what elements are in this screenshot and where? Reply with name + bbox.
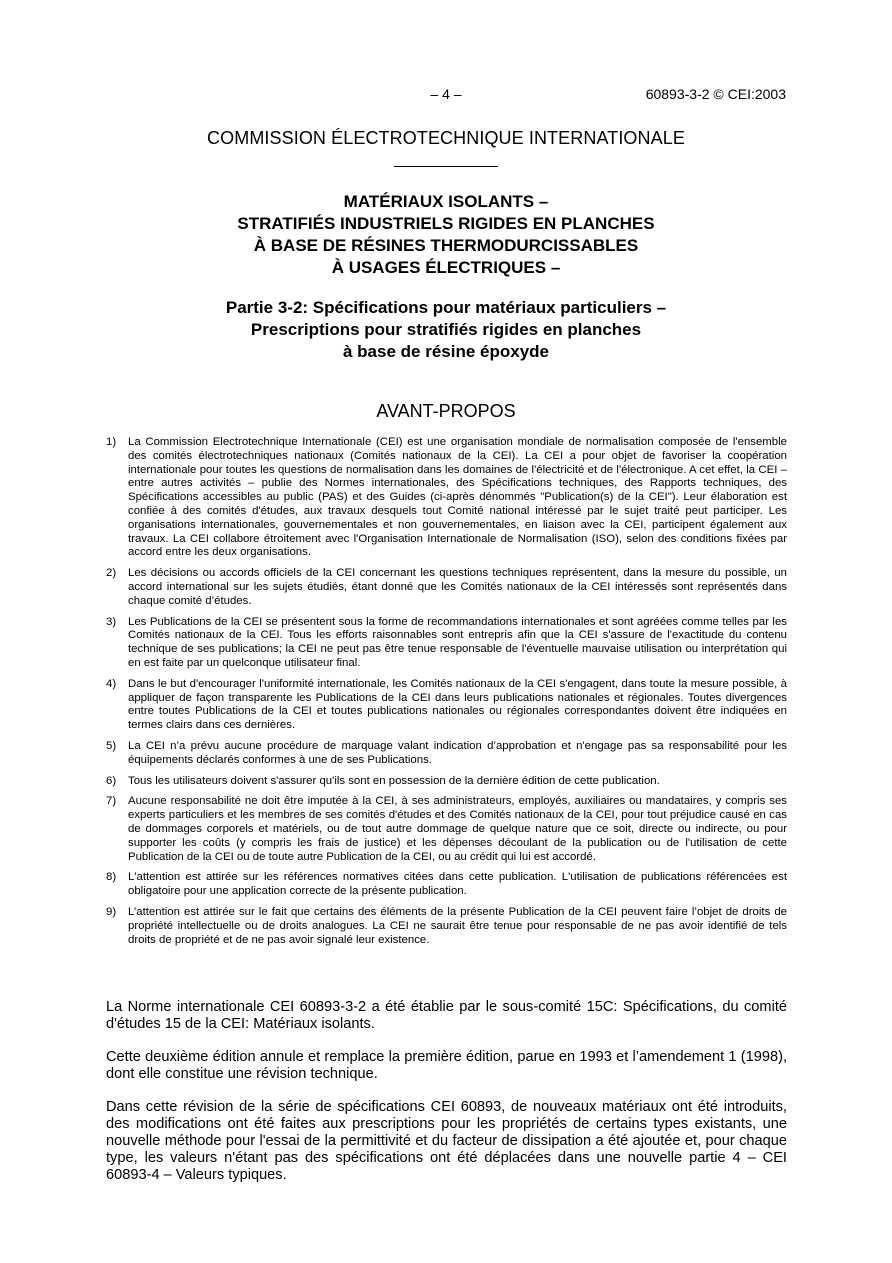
page-number: – 4 – <box>430 86 462 102</box>
title-line: STRATIFIÉS INDUSTRIELS RIGIDES EN PLANCHES <box>237 214 655 233</box>
body-paragraph: Cette deuxième édition annule et remplace la première édition, parue en 1993 et l’amendement 1 (1998), dont elle constitue une révision technique. <box>106 1049 787 1082</box>
note-text: Les Publications de la CEI se présentent sous la forme de recommandations internationales et sont agréées comme telles par les Comités nationaux de la CEI. Tous les efforts raisonnables sont entrepris afin que la CEI s'assure de l'exactitude du contenu technique de ses publications; la CEI ne peut pas être tenue responsable de l'éventuelle mauvaise utilisation ou interprétation qui en est faite par un quelconque utilisateur final. <box>128 615 787 669</box>
foreword-note <box>106 906 787 947</box>
subtitle-line: Prescriptions pour stratifiés rigides en planches <box>250 320 642 339</box>
note-number: 7) <box>106 795 117 808</box>
document-reference: 60893-3-2 © CEI:2003 <box>645 86 786 102</box>
note-text: Dans le but d'encourager l'uniformité internationale, les Comités nationaux de la CEI s'engagent, dans toute la mesure possible, à appliquer de façon transparente les Publications de la CEI dans leurs publications nationales et régionales. Toutes divergences entre toutes Publications de la CEI et toutes publications nationales ou régionales correspondantes doivent être indiquées en termes clairs dans ces dernières. <box>128 677 787 732</box>
note-number: 9) <box>106 905 117 918</box>
organization-name: COMMISSION ÉLECTROTECHNIQUE INTERNATIONALE <box>207 128 685 148</box>
foreword-note <box>106 871 787 899</box>
note-text: L'attention est attirée sur les références normatives citées dans cette publication. L'utilisation de publications référencées est obligatoire pour une application correcte de la présente publication. <box>128 871 787 898</box>
foreword-heading: AVANT-PROPOS <box>376 401 516 421</box>
foreword-note <box>106 740 787 768</box>
subtitle-line: Partie 3-2: Spécifications pour matériaux particuliers – <box>225 298 667 317</box>
foreword-note <box>106 567 787 608</box>
foreword-note <box>106 678 787 733</box>
note-number: 8) <box>106 871 117 884</box>
note-text: Tous les utilisateurs doivent s'assurer qu'ils sont en possession de la dernière édition de cette publication. <box>128 774 660 787</box>
note-number: 2) <box>106 567 117 580</box>
note-number: 6) <box>106 774 117 787</box>
title-line: À USAGES ÉLECTRIQUES – <box>331 258 561 277</box>
body-paragraph: La Norme internationale CEI 60893-3-2 a été établie par le sous-comité 15C: Spécifications, du comité d'études 15 de la CEI: Matériaux isolants. <box>106 999 787 1032</box>
foreword-note <box>106 795 787 864</box>
note-number: 5) <box>106 739 117 752</box>
note-text: L’attention est attirée sur le fait que certains des éléments de la présente Publication de la CEI peuvent faire l’objet de droits de propriété intellectuelle ou de droits analogues. La CEI ne saurait être tenue pour responsable de ne pas avoir identifié de tels droits de propriété et de ne pas avoir signalé leur existence. <box>128 905 787 946</box>
foreword-note <box>106 616 787 671</box>
note-text: Les décisions ou accords officiels de la CEI concernant les questions techniques représentent, dans la mesure du possible, un accord international sur les sujets étudiés, étant donné que les Comités nationaux de la CEI intéressés sont représentés dans chaque comité d’études. <box>128 567 787 607</box>
document-title <box>0 191 892 279</box>
page-header <box>0 86 892 104</box>
note-text: La Commission Electrotechnique Internationale (CEI) est une organisation mondiale de normalisation composée de l'ensemble des comités électrotechniques nationaux (Comités nationaux de la CEI). La CEI a pour objet de favoriser la coopération internationale pour toutes les questions de normalisation dans les domaines de l'électricité et de l'électronique. A cet effet, la CEI – entre autres activités – publie des Normes internationales, des Spécifications techniques, des Rapports techniques, des Spécifications accessibles au public (PAS) et des Guides (ci-après dénommés "Publication(s) de la CEI"). Leur élaboration est confiée à des comités d'études, aux travaux desquels tout Comité national intéressé par le sujet traité peut participer. Les organisations internationales, gouvernementales et non gouvernementales, en liaison avec la CEI, participent également aux travaux. La CEI collabore étroitement avec l'Organisation Internationale de Normalisation (ISO), selon des conditions fixées par accord entre les deux organisations. <box>128 436 787 559</box>
note-number: 4) <box>106 677 117 690</box>
note-number: 1) <box>106 436 117 448</box>
subtitle-line: à base de résine époxyde <box>343 342 549 361</box>
note-number: 3) <box>106 615 117 628</box>
foreword-note <box>106 775 787 789</box>
foreword-notes-list <box>106 436 787 954</box>
body-paragraph: Dans cette révision de la série de spécifications CEI 60893, de nouveaux matériaux ont été introduits, des modifications ont été faites aux prescriptions pour les propriétés de certains types existants, une nouvelle méthode pour l'essai de la permittivité et du facteur de dissipation a été ajoutée et, pour chaque type, les valeurs n'étant pas des spécifications ont été déplacées dans une nouvelle partie 4 – CEI 60893-4 – Valeurs typiques. <box>106 1099 787 1183</box>
title-divider <box>394 166 498 167</box>
body-paragraphs <box>106 999 787 1200</box>
note-text: La CEI n’a prévu aucune procédure de marquage valant indication d’approbation et n'engage pas sa responsabilité pour les équipements déclarés conformes à une de ses Publications. <box>128 739 787 766</box>
foreword-note <box>106 436 787 560</box>
document-subtitle <box>0 297 892 363</box>
title-line: À BASE DE RÉSINES THERMODURCISSABLES <box>253 236 639 255</box>
title-line: MATÉRIAUX ISOLANTS – <box>343 192 549 211</box>
note-text: Aucune responsabilité ne doit être imputée à la CEI, à ses administrateurs, employés, auxiliaires ou mandataires, y compris ses experts particuliers et les membres de ses comités d'études et des Comités nationaux de la CEI, pour tout préjudice causé en cas de dommages corporels et matériels, ou de tout autre dommage de quelque nature que ce soit, directe ou indirecte, ou pour supporter les coûts (y compris les frais de justice) et les dépenses découlant de la publication ou de l'utilisation de cette Publication de la CEI ou de toute autre Publication de la CEI, ou au crédit qui lui est accordé. <box>128 795 787 863</box>
